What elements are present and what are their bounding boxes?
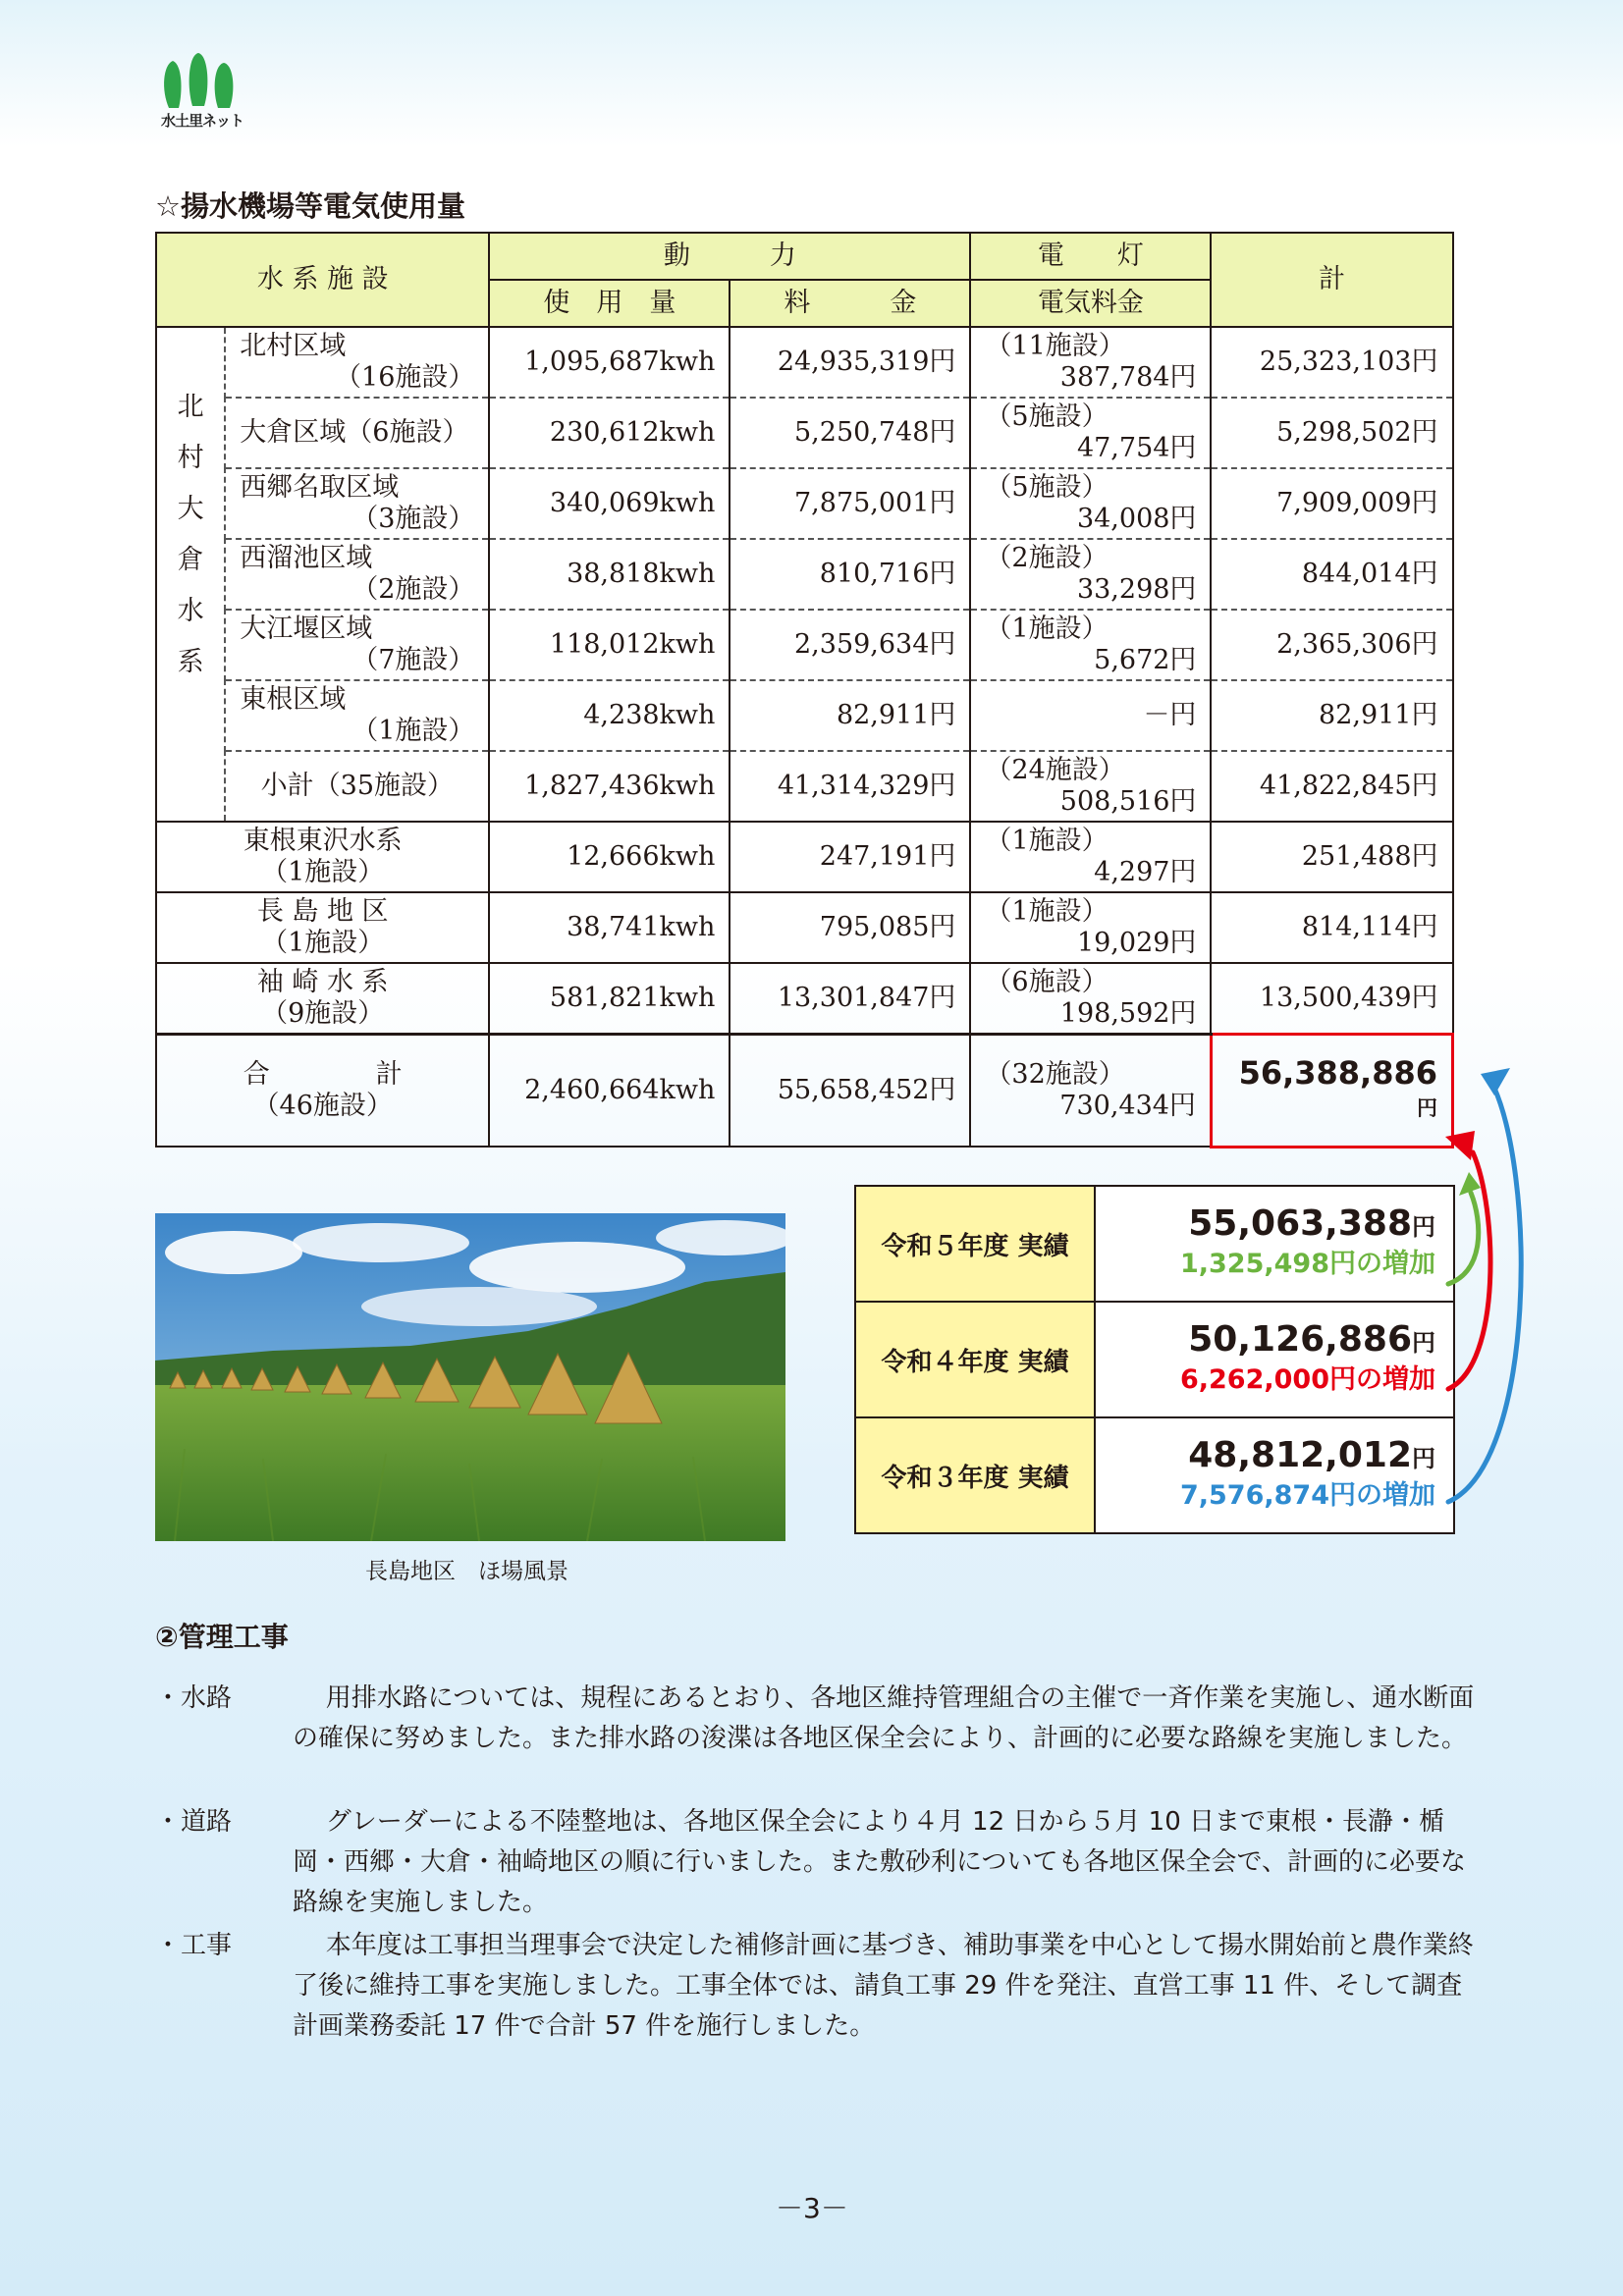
light-fee: 4,297円 bbox=[1094, 857, 1197, 887]
light-count: （5施設） bbox=[985, 401, 1109, 432]
section-title: ☆揚水機場等電気使用量 bbox=[155, 189, 465, 223]
region-char: 系 bbox=[177, 647, 204, 677]
facility-count: （3施設） bbox=[352, 504, 475, 534]
rice-field-photo bbox=[155, 1213, 785, 1541]
table-row bbox=[156, 539, 1453, 610]
fee-cell: 810,716円 bbox=[730, 539, 970, 610]
facility-name: 北村区域 bbox=[240, 331, 347, 361]
light-fee: 198,592円 bbox=[1059, 998, 1197, 1029]
light-count: （5施設） bbox=[985, 472, 1109, 503]
grand-total-unit: 円 bbox=[1417, 1095, 1437, 1120]
light-fee: 19,029円 bbox=[1076, 928, 1197, 958]
table-row bbox=[156, 963, 1453, 1035]
increase-arrows bbox=[1443, 1050, 1561, 1522]
facility-count: （1施設） bbox=[352, 716, 475, 746]
light-count: （1施設） bbox=[985, 826, 1109, 856]
fee-cell: 55,658,452円 bbox=[730, 1035, 970, 1148]
facility-name: 東根区域 bbox=[240, 684, 347, 715]
history-row bbox=[855, 1302, 1454, 1417]
history-label: 令和４年度 実績 bbox=[855, 1302, 1095, 1417]
grand-total-number: 56,388,886 bbox=[1238, 1053, 1437, 1092]
item-text: 用排水路については、規程にあるとおり、各地区維持管理組合の主催で一斉作業を実施し、通水断面の確保に努めました。また排水路の浚渫は各地区保全会により、計画的に必要な路線を実施しました。 bbox=[293, 1683, 1475, 1753]
fee-cell: 82,911円 bbox=[730, 680, 970, 751]
grand-total-value bbox=[1211, 1035, 1452, 1148]
usage-cell: 340,069kwh bbox=[489, 468, 730, 539]
item-key: ・道路 bbox=[155, 1807, 233, 1837]
facility-name: 袖 崎 水 系 bbox=[256, 967, 389, 997]
fee-cell: 795,085円 bbox=[730, 892, 970, 963]
grand-total-count: （46施設） bbox=[252, 1091, 393, 1121]
table-row bbox=[156, 398, 1453, 468]
fee-cell: 2,359,634円 bbox=[730, 610, 970, 680]
region-char: 大 bbox=[177, 494, 204, 524]
green-arrow-icon bbox=[1448, 1193, 1479, 1284]
total-cell: 844,014円 bbox=[1211, 539, 1452, 610]
light-count: （6施設） bbox=[985, 967, 1109, 997]
region-char: 北 bbox=[177, 392, 204, 422]
table-row bbox=[156, 327, 1453, 398]
usage-cell: 38,818kwh bbox=[489, 539, 730, 610]
usage-cell: 581,821kwh bbox=[489, 963, 730, 1035]
light-fee: 34,008円 bbox=[1076, 504, 1197, 534]
grand-total-label: 合 計 bbox=[243, 1059, 403, 1090]
facility-name: 大倉区域（6施設） bbox=[240, 417, 469, 448]
region-char: 水 bbox=[177, 596, 204, 626]
history-diff: 7,576,874円の増加 bbox=[1179, 1479, 1435, 1511]
fee-cell: 5,250,748円 bbox=[730, 398, 970, 468]
history-unit: 円 bbox=[1412, 1444, 1435, 1472]
table-row bbox=[156, 610, 1453, 680]
total-cell: 82,911円 bbox=[1211, 680, 1452, 751]
light-fee: －円 bbox=[970, 680, 1211, 751]
blue-arrowhead-icon bbox=[1481, 1068, 1510, 1095]
header-total: 計 bbox=[1211, 233, 1452, 327]
history-table bbox=[854, 1185, 1455, 1534]
facility-name: 東根東沢水系 bbox=[243, 826, 403, 856]
history-unit: 円 bbox=[1412, 1212, 1435, 1241]
total-cell: 7,909,009円 bbox=[1211, 468, 1452, 539]
fee-cell: 7,875,001円 bbox=[730, 468, 970, 539]
item-text: 本年度は工事担当理事会で決定した補修計画に基づき、補助事業を中心として揚水開始前と農作業終了後に維持工事を実施しました。工事全体では、請負工事 29 件を発注、直営工事 11 件、そして調査計画業務委託 17 件で合計 57 件を施行しました。 bbox=[293, 1931, 1474, 2041]
history-diff: 6,262,000円の増加 bbox=[1179, 1363, 1435, 1395]
facility-count: （16施設） bbox=[335, 362, 475, 393]
logo-text: 水土里ネット bbox=[161, 112, 244, 130]
light-fee: 33,298円 bbox=[1076, 574, 1197, 605]
usage-cell: 230,612kwh bbox=[489, 398, 730, 468]
page-number: －3－ bbox=[776, 2192, 848, 2224]
light-fee: 730,434円 bbox=[1059, 1091, 1196, 1121]
header-light-fee: 電気料金 bbox=[970, 280, 1211, 327]
history-diff: 1,325,498円の増加 bbox=[1179, 1248, 1435, 1279]
facility-count: （1施設） bbox=[261, 928, 385, 958]
table-row bbox=[156, 892, 1453, 963]
light-count: （24施設） bbox=[985, 755, 1125, 785]
header-power: 動 力 bbox=[489, 233, 970, 280]
history-unit: 円 bbox=[1412, 1328, 1435, 1357]
photo-caption: 長島地区 ほ場風景 bbox=[365, 1559, 568, 1584]
total-cell: 13,500,439円 bbox=[1211, 963, 1452, 1035]
header-fee: 料 金 bbox=[730, 280, 970, 327]
total-cell: 5,298,502円 bbox=[1211, 398, 1452, 468]
item-text: グレーダーによる不陸整地は、各地区保全会により４月 12 日から５月 10 日まで東根・長瀞・楯岡・西郷・大倉・袖崎地区の順に行いました。また敷砂利についても各地区保全会で、計画的に必要な路線を実施しました。 bbox=[293, 1807, 1466, 1917]
fee-cell: 41,314,329円 bbox=[730, 751, 970, 822]
history-label: 令和５年度 実績 bbox=[855, 1186, 1095, 1302]
facility-name: 西溜池区域 bbox=[240, 543, 373, 573]
usage-cell: 1,827,436kwh bbox=[489, 751, 730, 822]
history-row bbox=[855, 1417, 1454, 1533]
usage-cell: 12,666kwh bbox=[489, 822, 730, 892]
facility-name: 大江堰区域 bbox=[240, 614, 373, 644]
facility-count: （9施設） bbox=[261, 998, 385, 1029]
table-row bbox=[156, 468, 1453, 539]
usage-cell: 38,741kwh bbox=[489, 892, 730, 963]
red-arrowhead-icon bbox=[1445, 1131, 1475, 1160]
item-key: ・工事 bbox=[155, 1931, 233, 1960]
total-cell: 41,822,845円 bbox=[1211, 751, 1452, 822]
facility-name: 長 島 地 区 bbox=[256, 896, 389, 927]
management-title: ②管理工事 bbox=[155, 1621, 289, 1653]
total-cell: 251,488円 bbox=[1211, 822, 1452, 892]
region-char: 村 bbox=[177, 443, 204, 473]
management-item-construction bbox=[155, 1926, 1481, 2047]
usage-cell: 1,095,687kwh bbox=[489, 327, 730, 398]
light-fee: 387,784円 bbox=[1059, 362, 1197, 393]
subtotal-row bbox=[156, 751, 1453, 822]
header-usage: 使 用 量 bbox=[489, 280, 730, 327]
facility-name: 西郷名取区域 bbox=[240, 472, 400, 503]
facility-count: （2施設） bbox=[352, 574, 475, 605]
management-item-road bbox=[155, 1802, 1481, 1923]
table-row bbox=[156, 680, 1453, 751]
light-count: （11施設） bbox=[985, 331, 1125, 361]
history-row bbox=[855, 1186, 1454, 1302]
table-row bbox=[156, 822, 1453, 892]
facility-count: （7施設） bbox=[352, 645, 475, 675]
fee-cell: 24,935,319円 bbox=[730, 327, 970, 398]
history-value: 50,126,886 bbox=[1188, 1318, 1412, 1360]
region-char: 倉 bbox=[177, 545, 204, 575]
region-label bbox=[156, 327, 225, 822]
light-fee: 47,754円 bbox=[1076, 433, 1197, 463]
total-cell: 814,114円 bbox=[1211, 892, 1452, 963]
light-count: （2施設） bbox=[985, 543, 1109, 573]
region-vertical-text bbox=[157, 382, 224, 688]
history-label: 令和３年度 実績 bbox=[855, 1417, 1095, 1533]
history-value: 48,812,012 bbox=[1188, 1434, 1412, 1475]
total-cell: 25,323,103円 bbox=[1211, 327, 1452, 398]
fee-cell: 13,301,847円 bbox=[730, 963, 970, 1035]
item-key: ・水路 bbox=[155, 1683, 233, 1713]
grand-total-row bbox=[156, 1035, 1453, 1148]
management-item-waterway bbox=[155, 1679, 1481, 1759]
light-count: （1施設） bbox=[985, 614, 1109, 644]
light-count: （1施設） bbox=[985, 896, 1109, 927]
header-facility: 水 系 施 設 bbox=[156, 233, 489, 327]
light-fee: 5,672円 bbox=[1094, 645, 1197, 675]
subtotal-label: 小計（35施設） bbox=[225, 751, 489, 822]
header-light: 電 灯 bbox=[970, 233, 1211, 280]
facility-count: （1施設） bbox=[261, 857, 385, 887]
usage-cell: 4,238kwh bbox=[489, 680, 730, 751]
history-value: 55,063,388 bbox=[1188, 1202, 1412, 1244]
electricity-usage-table bbox=[155, 232, 1454, 1148]
total-cell: 2,365,306円 bbox=[1211, 610, 1452, 680]
light-fee: 508,516円 bbox=[1059, 786, 1197, 817]
light-count: （32施設） bbox=[985, 1059, 1125, 1090]
fee-cell: 247,191円 bbox=[730, 822, 970, 892]
usage-cell: 118,012kwh bbox=[489, 610, 730, 680]
usage-cell: 2,460,664kwh bbox=[489, 1035, 730, 1148]
